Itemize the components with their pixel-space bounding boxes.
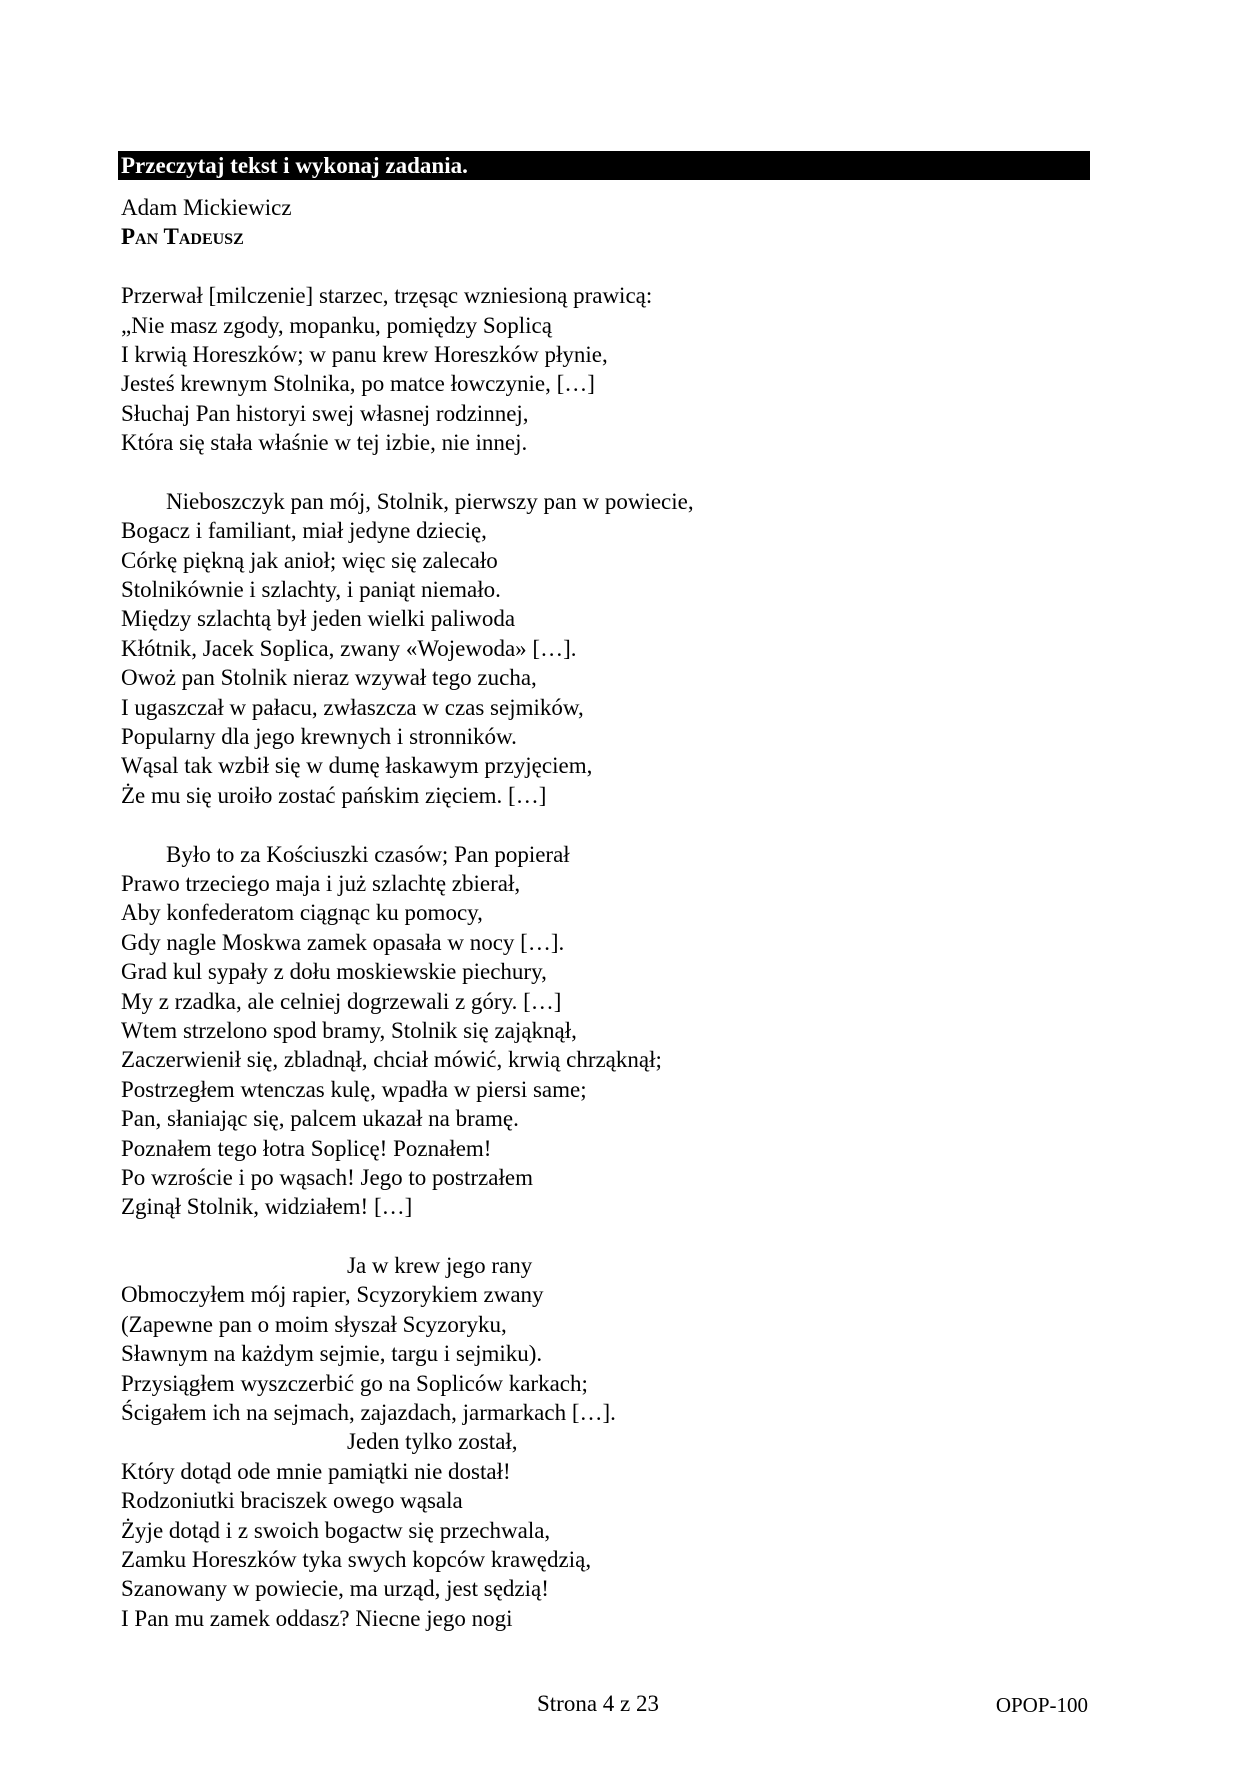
stanza-gap [121,810,1081,839]
stanza-gap [121,252,1081,281]
verse-line: Jesteś krewnym Stolnika, po matce łowczynie, […] [121,371,595,397]
verse-line: Między szlachtą był jeden wielki paliwoda [121,606,516,632]
verse-line: Zaczerwienił się, zbladnął, chciał mówić, krwią chrząknął; [121,1047,662,1073]
verse-line: Aby konfederatom ciągnąc ku pomocy, [121,900,483,926]
verse-line: Który dotąd ode mnie pamiątki nie dostał! [121,1458,511,1484]
verse-line: Stolnikównie i szlachty, i paniąt niemało. [121,577,501,603]
verse-line: Przerwał [milczenie] starzec, trzęsąc wzniesioną prawicą: [121,283,653,309]
page-number: Strona 4 z 23 [537,1691,660,1716]
verse-line: I Pan mu zamek oddasz? Niecne jego nogi [121,1605,513,1631]
stanza [121,487,1081,810]
stanza-gap [121,1222,1081,1251]
verse-line: Sławnym na każdym sejmie, targu i sejmiku). [121,1341,543,1367]
verse-line: Wtem strzelono spod bramy, Stolnik się zająknął, [121,1017,577,1043]
verse-line: Wąsal tak wzbił się w dumę łaskawym przyjęciem, [121,753,593,779]
stanza-gap [121,458,1081,487]
verse-line: Owoż pan Stolnik nieraz wzywał tego zucha, [121,665,537,691]
instruction-text: Przeczytaj tekst i wykonaj zadania. [121,153,468,178]
verse-line: Prawo trzeciego maja i już szlachtę zbierał, [121,870,521,896]
verse-line: Córkę piękną jak anioł; więc się zalecało [121,547,498,573]
verse-line: Bogacz i familiant, miał jedyne dziecię, [121,518,487,544]
verse-line: Że mu się uroiło zostać pańskim zięciem. […] [121,782,547,808]
poem-excerpt [121,193,1081,1633]
verse-line: Obmoczyłem mój rapier, Scyzorykiem zwany [121,1282,544,1308]
verse-line: Ja w krew jego rany [347,1253,533,1279]
verse-line: Przysiągłem wyszczerbić go na Sopliców karkach; [121,1370,588,1396]
verse-line: Zamku Horeszków tyka swych kopców krawędzią, [121,1546,592,1572]
work-title: Pan Tadeusz [121,224,244,250]
verse-line: (Zapewne pan o moim słyszał Scyzoryku, [121,1311,507,1337]
verse-line: Zginął Stolnik, widziałem! […] [121,1194,413,1220]
exam-code: OPOP-100 [995,1693,1088,1717]
verse-line: Gdy nagle Moskwa zamek opasała w nocy […]. [121,929,565,955]
verse-line: Ścigałem ich na sejmach, zajazdach, jarmarkach […]. [121,1400,616,1426]
verse-line: Grad kul sypały z dołu moskiewskie piechury, [121,959,547,985]
verse-line: Było to za Kościuszki czasów; Pan popierał [166,841,570,867]
verse-line: Kłótnik, Jacek Soplica, zwany «Wojewoda» […]. [121,635,577,661]
stanzas [121,252,1081,1633]
verse-line: Po wzroście i po wąsach! Jego to postrzałem [121,1164,533,1190]
instruction-bar [118,151,1090,180]
verse-line: I krwią Horeszków; w panu krew Horeszków płynie, [121,341,608,367]
verse-line: I ugaszczał w pałacu, zwłaszcza w czas sejmików, [121,694,584,720]
verse-line: Popularny dla jego krewnych i stronników. [121,724,517,750]
verse-line: Pan, słaniając się, palcem ukazał na bramę. [121,1106,519,1132]
stanza [121,840,1081,1222]
stanza [121,281,1081,457]
verse-line: Szanowany w powiecie, ma urząd, jest sędzią! [121,1576,549,1602]
verse-line: Rodzoniutki braciszek owego wąsala [121,1488,463,1514]
verse-line: Nieboszczyk pan mój, Stolnik, pierwszy pan w powiecie, [166,488,694,514]
stanza [121,1251,1081,1633]
verse-line: Jeden tylko został, [347,1429,518,1455]
verse-line: Która się stała właśnie w tej izbie, nie innej. [121,430,528,456]
verse-line: Poznałem tego łotra Soplicę! Poznałem! [121,1135,492,1161]
verse-line: Postrzegłem wtenczas kulę, wpadła w piersi same; [121,1076,587,1102]
author: Adam Mickiewicz [121,195,292,220]
verse-line: „Nie masz zgody, mopanku, pomiędzy Soplicą [121,312,552,338]
verse-line: My z rzadka, ale celniej dogrzewali z góry. […] [121,988,562,1014]
verse-line: Żyje dotąd i z swoich bogactw się przechwala, [121,1517,551,1543]
verse-line: Słuchaj Pan historyi swej własnej rodzinnej, [121,400,529,426]
